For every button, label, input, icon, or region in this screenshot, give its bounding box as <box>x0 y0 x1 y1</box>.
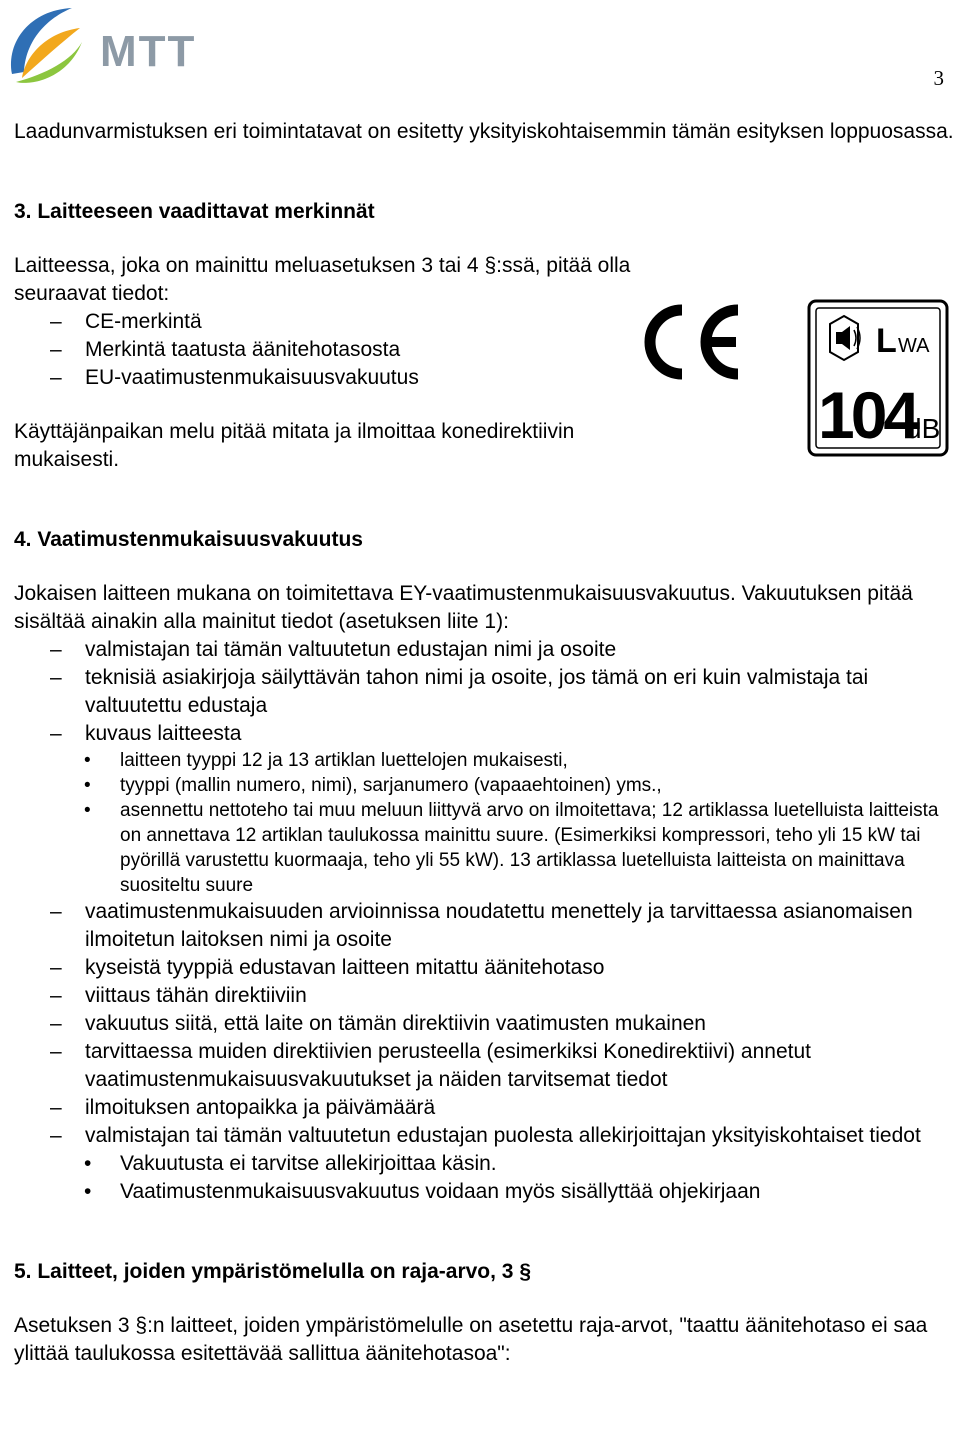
logo-text: MTT <box>100 27 197 76</box>
declaration-contents-list-2 <box>14 898 954 1150</box>
description-sublist <box>14 748 954 898</box>
mtt-logo <box>2 2 218 94</box>
list-item: – CE-merkintä <box>14 308 954 336</box>
lwa-unit: dB <box>906 413 941 444</box>
list-item: – Merkintä taatusta äänitehotasosta <box>14 336 954 364</box>
intro-paragraph: Laadunvarmistuksen eri toimintatavat on esitetty yksityiskohtaisemmin tämän esityksen loppuosassa. <box>14 120 954 143</box>
section-3-heading: 3. Laitteeseen vaadittavat merkinnät <box>14 200 375 223</box>
list-item: – viittaus tähän direktiiviin <box>14 982 954 1010</box>
list-item: – EU-vaatimustenmukaisuusvakuutus <box>14 364 954 392</box>
lwa-label-subscript: WA <box>898 335 930 357</box>
list-item: – kuvaus laitteesta <box>14 720 954 748</box>
sub-list-item: • asennettu nettoteho tai muu meluun liittyvä arvo on ilmoitettava; 12 artiklassa luetelluista laitteista on annettava 12 artiklan taulukossa mainittu suure. (Esimerkiksi kompressori, teho yli 15 kW tai pyörillä varustettu kuormaaja, teho yli 55 kW). 13 artiklassa luetelluista laitteista on mainittava suositeltu suure <box>14 798 954 898</box>
list-item: – vaatimustenmukaisuuden arvioinnissa noudatettu menettely ja tarvittaessa asianomaisen ilmoitetun laitoksen nimi ja osoite <box>14 898 954 954</box>
section-4-heading: 4. Vaatimustenmukaisuusvakuutus <box>14 528 363 551</box>
document-body <box>14 118 954 1368</box>
list-item: – kyseistä tyyppiä edustavan laitteen mitattu äänitehotaso <box>14 954 954 982</box>
list-item: – vakuutus siitä, että laite on tämän direktiivin vaatimusten mukainen <box>14 1010 954 1038</box>
section-3-paragraph: Laitteessa, joka on mainittu meluasetuksen 3 tai 4 §:ssä, pitää olla seuraavat tiedot: <box>14 254 631 305</box>
lwa-label-letter: L <box>876 322 897 360</box>
sub-list-item: • laitteen tyyppi 12 ja 13 artiklan luettelojen mukaisesti, <box>14 748 954 773</box>
sub-list-item: • Vakuutusta ei tarvitse allekirjoittaa käsin. <box>14 1150 954 1178</box>
list-item: – tarvittaessa muiden direktiivien perusteella (esimerkiksi Konedirektiivi) annetut vaatimustenmukaisuusvakuutukset ja näiden tarvitsemat tiedot <box>14 1038 954 1094</box>
section-4-paragraph: Jokaisen laitteen mukana on toimitettava EY-vaatimustenmukaisuusvakuutus. Vakuutuksen pitää sisältää ainakin alla mainitut tiedot (asetuksen liite 1): <box>14 582 913 633</box>
list-item: – valmistajan tai tämän valtuutetun edustajan puolesta allekirjoittajan yksityiskohtaiset tiedot <box>14 1122 954 1150</box>
mtt-leaf-icon <box>11 8 82 83</box>
page-number: 3 <box>933 66 944 90</box>
section-3-paragraph-2: Käyttäjänpaikan melu pitää mitata ja ilmoittaa konedirektiivin mukaisesti. <box>14 420 575 471</box>
list-item: – valmistajan tai tämän valtuutetun edustajan nimi ja osoite <box>14 636 954 664</box>
list-item: – ilmoituksen antopaikka ja päivämäärä <box>14 1094 954 1122</box>
sub-list-item: • Vaatimustenmukaisuusvakuutus voidaan myös sisällyttää ohjekirjaan <box>14 1178 954 1206</box>
list-item: – teknisiä asiakirjoja säilyttävän tahon nimi ja osoite, jos tämä on eri kuin valmistaja tai valtuutettu edustaja <box>14 664 954 720</box>
lwa-value: 104 <box>818 378 917 452</box>
signature-sublist <box>14 1150 954 1206</box>
declaration-contents-list <box>14 636 954 748</box>
required-markings-list <box>14 308 954 392</box>
section-5-heading: 5. Laitteet, joiden ympäristömelulla on raja-arvo, 3 § <box>14 1260 531 1283</box>
section-5-paragraph: Asetuksen 3 §:n laitteet, joiden ympäristömelulle on asetettu raja-arvot, "taattu äänitehotaso ei saa ylittää taulukossa esitettävää sallittua äänitehotasoa": <box>14 1314 928 1365</box>
sub-list-item: • tyyppi (mallin numero, nimi), sarjanumero (vapaaehtoinen) yms., <box>14 773 954 798</box>
